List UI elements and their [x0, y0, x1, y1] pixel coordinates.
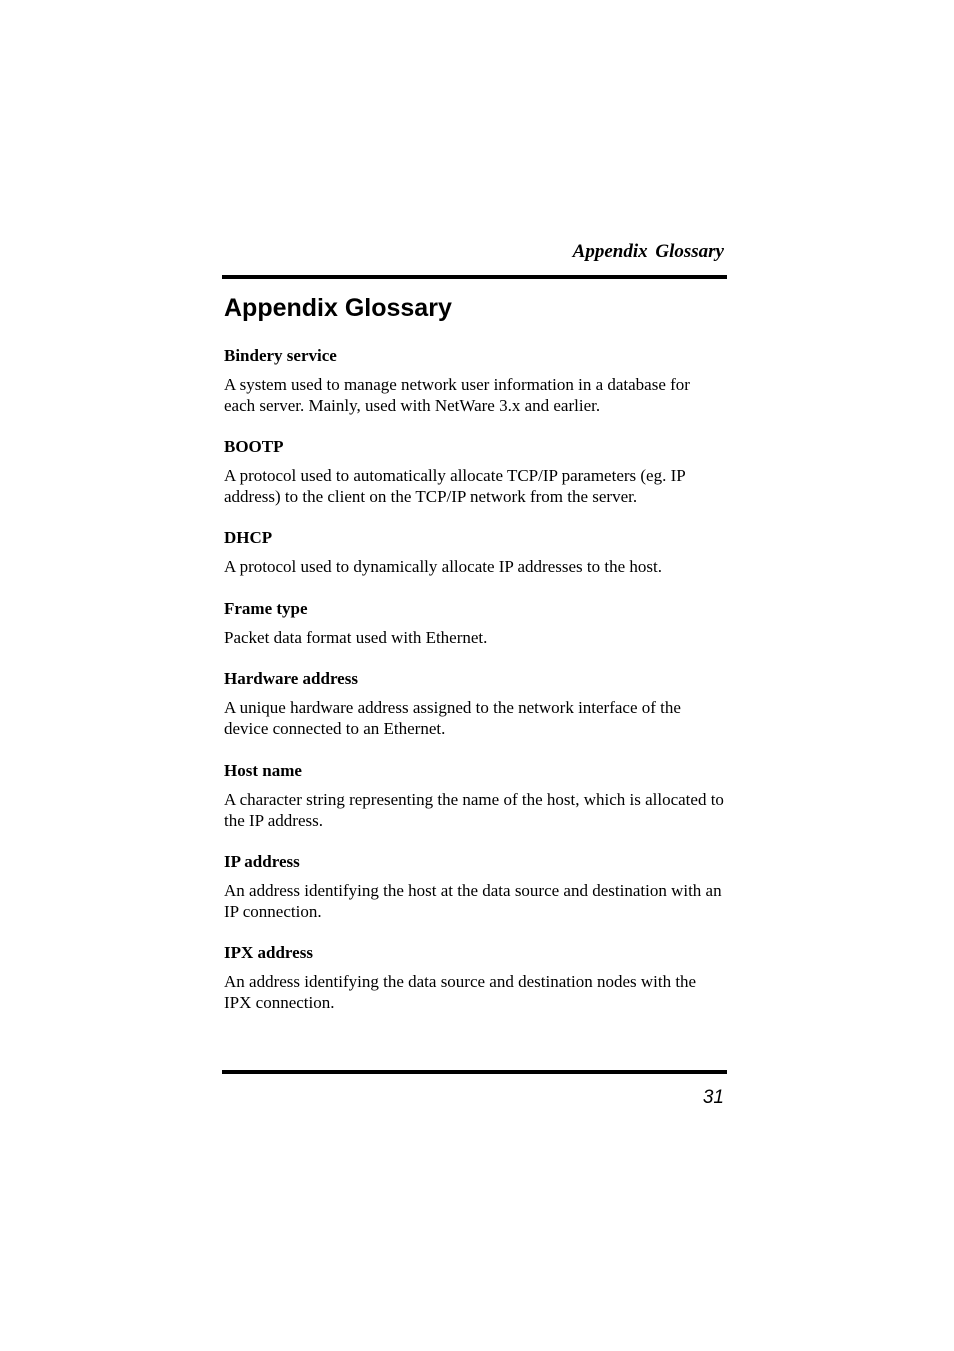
glossary-term: Frame type [224, 599, 308, 618]
glossary-definition: Packet data format used with Ethernet. [224, 628, 488, 647]
running-header: Appendix Glossary [572, 241, 724, 262]
glossary-entry-ip-address [224, 851, 724, 922]
glossary-definition: An address identifying the host at the data source and destination with an IP connection. [224, 881, 722, 921]
glossary-definition: A protocol used to dynamically allocate IP addresses to the host. [224, 557, 662, 576]
top-rule [222, 275, 727, 279]
glossary-term: IPX address [224, 943, 313, 962]
glossary-term: IP address [224, 852, 300, 871]
glossary-definition: An address identifying the data source and destination nodes with the IPX connection. [224, 972, 697, 1012]
glossary-term: Hardware address [224, 669, 358, 688]
glossary-definition: A system used to manage network user information in a database for each server. Mainly, used with NetWare 3.x and earlier. [224, 375, 690, 415]
glossary-entry-hardware-address [224, 668, 724, 739]
bottom-rule [222, 1070, 727, 1074]
glossary-entry-host-name [224, 760, 724, 831]
glossary-term: BOOTP [224, 437, 284, 456]
page-title: Appendix Glossary [224, 294, 452, 322]
glossary-term: Host name [224, 761, 302, 780]
glossary-entry-dhcp [224, 527, 724, 577]
glossary-entry-ipx-address [224, 942, 724, 1013]
page-number: 31 [702, 1087, 724, 1108]
glossary-entry-bootp [224, 436, 724, 507]
glossary-entry-frame-type [224, 598, 724, 648]
glossary-term: DHCP [224, 528, 273, 547]
glossary-definition: A protocol used to automatically allocate TCP/IP parameters (eg. IP address) to the client on the TCP/IP network from the server. [224, 466, 686, 506]
glossary-term: Bindery service [224, 346, 337, 365]
glossary-entry-bindery-service [224, 345, 724, 416]
glossary-definition: A unique hardware address assigned to the network interface of the device connected to an Ethernet. [224, 698, 681, 738]
glossary-definition: A character string representing the name of the host, which is allocated to the IP address. [224, 790, 724, 830]
